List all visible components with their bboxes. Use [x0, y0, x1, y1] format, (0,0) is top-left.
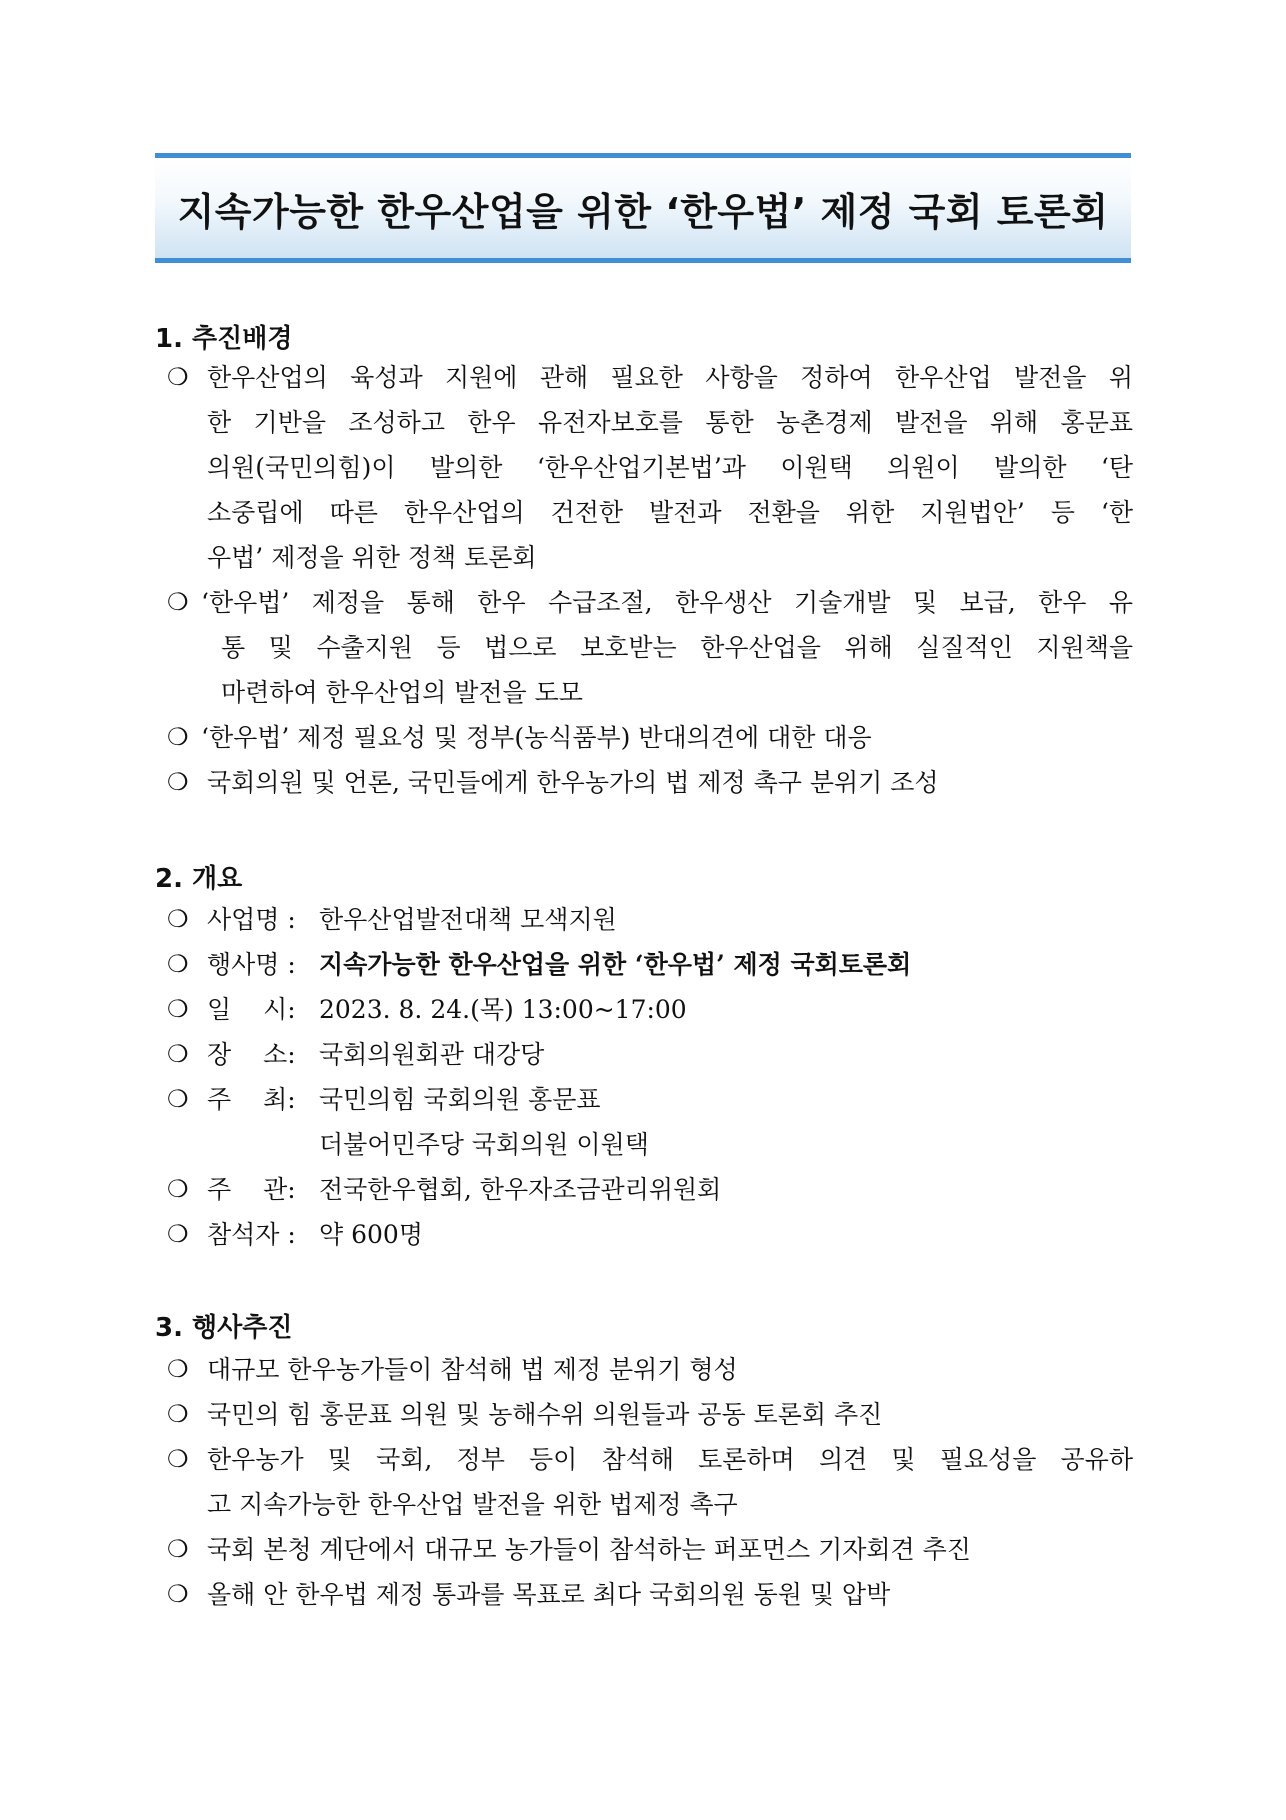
text-line: 고 지속가능한 한우산업 발전을 위한 법제정 촉구 [207, 1490, 738, 1519]
text-line: 국민의 힘 홍문표 의원 및 농해수위 의원들과 공동 토론회 추진 [207, 1400, 883, 1429]
row-label: 장 소: [207, 1040, 296, 1069]
text-line: 대규모 한우농가들이 참석해 법 제정 분위기 형성 [207, 1355, 738, 1384]
title-box [155, 153, 1131, 263]
text-line: 마련하여 한우산업의 발전을 도모 [221, 678, 583, 707]
row-label: 주 관: [207, 1175, 296, 1204]
section-heading-event: 3. 행사추진 [155, 1313, 293, 1343]
text-line: 올해 안 한우법 제정 통과를 목표로 최다 국회의원 동원 및 압박 [207, 1580, 891, 1609]
bullet-icon: ❍ [167, 1580, 189, 1608]
bullet-icon: ❍ [167, 1085, 189, 1113]
bullet-icon: ❍ [167, 588, 189, 616]
bullet-icon: ❍ [167, 723, 189, 751]
bullet-icon: ❍ [167, 1040, 189, 1068]
text-line: ‘한우법’ 제정 필요성 및 정부(농식품부) 반대의견에 대한 대응 [201, 723, 872, 752]
section-heading-background: 1. 추진배경 [155, 324, 293, 354]
bullet-icon: ❍ [167, 1400, 189, 1428]
bullet-icon: ❍ [167, 1355, 189, 1383]
text-line: 한 기반을 조성하고 한우 유전자보호를 통한 농촌경제 발전을 위해 홍문표 [207, 408, 1133, 437]
row-value: 지속가능한 한우산업을 위한 ‘한우법’ 제정 국회토론회 [319, 950, 912, 979]
row-value: 전국한우협회, 한우자조금관리위원회 [319, 1175, 722, 1204]
text-line: 국회의원 및 언론, 국민들에게 한우농가의 법 제정 촉구 분위기 조성 [207, 768, 939, 797]
row-value: 한우산업발전대책 모색지원 [319, 905, 617, 934]
row-value: 더불어민주당 국회의원 이원택 [319, 1130, 649, 1159]
row-label: 행사명 : [207, 950, 296, 979]
row-value: 국민의힘 국회의원 홍문표 [319, 1085, 601, 1114]
row-label: 일 시: [207, 995, 296, 1024]
bullet-icon: ❍ [167, 905, 189, 933]
row-label: 사업명 : [207, 905, 296, 934]
bullet-icon: ❍ [167, 1535, 189, 1563]
bullet-icon: ❍ [167, 1220, 189, 1248]
row-label: 참석자 : [207, 1220, 296, 1249]
bullet-icon: ❍ [167, 950, 189, 978]
text-line: 한우농가 및 국회, 정부 등이 참석해 토론하며 의견 및 필요성을 공유하 [207, 1445, 1133, 1474]
bullet-icon: ❍ [167, 768, 189, 796]
bullet-icon: ❍ [167, 1445, 189, 1473]
row-label: 주 최: [207, 1085, 296, 1114]
text-line: 우법’ 제정을 위한 정책 토론회 [207, 543, 537, 572]
row-value: 2023. 8. 24.(목) 13:00~17:00 [319, 995, 687, 1024]
bullet-icon: ❍ [167, 995, 189, 1023]
text-line: ‘한우법’ 제정을 통해 한우 수급조절, 한우생산 기술개발 및 보급, 한우 유 [201, 588, 1133, 617]
text-line: 소중립에 따른 한우산업의 건전한 발전과 전환을 위한 지원법안’ 등 ‘한 [207, 498, 1133, 527]
text-line: 국회 본청 계단에서 대규모 농가들이 참석하는 퍼포먼스 기자회견 추진 [207, 1535, 971, 1564]
text-line: 한우산업의 육성과 지원에 관해 필요한 사항을 정하여 한우산업 발전을 위 [207, 363, 1133, 392]
row-value: 약 600명 [319, 1220, 423, 1249]
text-line: 의원(국민의힘)이 발의한 ‘한우산업기본법’과 이원택 의원이 발의한 ‘탄 [207, 453, 1133, 482]
section-heading-overview: 2. 개요 [155, 864, 243, 894]
bullet-icon: ❍ [167, 363, 189, 391]
document-title: 지속가능한 한우산업을 위한 ‘한우법’ 제정 국회 토론회 [177, 189, 1109, 234]
text-line: 통 및 수출지원 등 법으로 보호받는 한우산업을 위해 실질적인 지원책을 [221, 633, 1133, 662]
row-value: 국회의원회관 대강당 [319, 1040, 545, 1069]
bullet-icon: ❍ [167, 1175, 189, 1203]
